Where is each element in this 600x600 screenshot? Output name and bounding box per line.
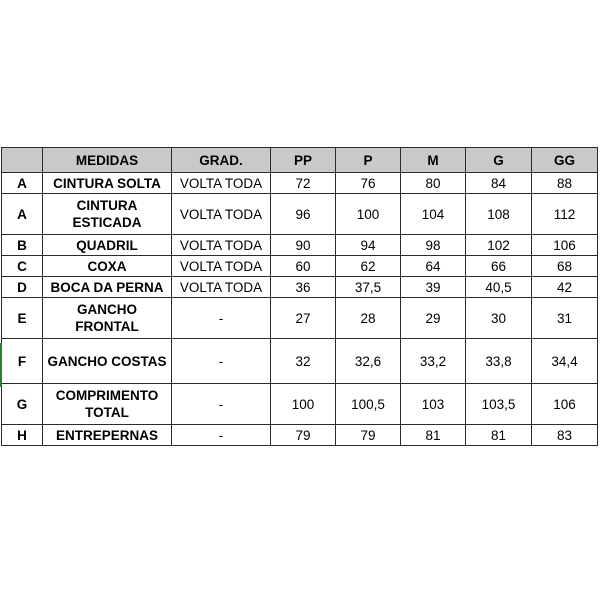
row-value-cell: 33,8	[466, 339, 532, 384]
row-value-cell: 106	[532, 384, 598, 425]
row-value-cell: 27	[271, 298, 336, 339]
row-value-cell: 102	[466, 235, 532, 256]
row-value-cell: 103	[401, 384, 466, 425]
header-cell-letter	[2, 148, 43, 173]
row-grad-cell: VOLTA TODA	[172, 235, 271, 256]
row-letter-cell: C	[2, 256, 43, 277]
row-value-cell: 60	[271, 256, 336, 277]
row-grad-cell: VOLTA TODA	[172, 194, 271, 235]
row-name-cell: COMPRIMENTO TOTAL	[43, 384, 172, 425]
row-value-cell: 108	[466, 194, 532, 235]
row-value-cell: 79	[271, 425, 336, 446]
row-grad-cell: -	[172, 425, 271, 446]
table-row	[2, 425, 598, 446]
row-value-cell: 88	[532, 173, 598, 194]
row-letter-cell: A	[2, 194, 43, 235]
header-cell-gg: GG	[532, 148, 598, 173]
row-grad-cell: VOLTA TODA	[172, 256, 271, 277]
row-value-cell: 83	[532, 425, 598, 446]
table-row	[2, 256, 598, 277]
row-grad-cell: VOLTA TODA	[172, 277, 271, 298]
row-value-cell: 30	[466, 298, 532, 339]
header-cell-m: M	[401, 148, 466, 173]
row-name-cell: ENTREPERNAS	[43, 425, 172, 446]
table-row	[2, 235, 598, 256]
table-row	[2, 194, 598, 235]
row-name-cell: CINTURA SOLTA	[43, 173, 172, 194]
table-row	[2, 384, 598, 425]
row-value-cell: 90	[271, 235, 336, 256]
header-cell-grad: GRAD.	[172, 148, 271, 173]
row-grad-cell: -	[172, 339, 271, 384]
table-body	[2, 173, 598, 446]
row-value-cell: 29	[401, 298, 466, 339]
row-value-cell: 40,5	[466, 277, 532, 298]
row-value-cell: 100,5	[336, 384, 401, 425]
row-value-cell: 37,5	[336, 277, 401, 298]
row-grad-cell: -	[172, 298, 271, 339]
row-value-cell: 98	[401, 235, 466, 256]
row-value-cell: 28	[336, 298, 401, 339]
table-row	[2, 277, 598, 298]
row-value-cell: 31	[532, 298, 598, 339]
row-name-cell: COXA	[43, 256, 172, 277]
measurements-table	[1, 147, 598, 446]
row-value-cell: 106	[532, 235, 598, 256]
row-value-cell: 100	[336, 194, 401, 235]
row-value-cell: 80	[401, 173, 466, 194]
row-grad-cell: VOLTA TODA	[172, 173, 271, 194]
row-name-cell: BOCA DA PERNA	[43, 277, 172, 298]
row-letter-cell: F	[2, 339, 43, 384]
row-value-cell: 76	[336, 173, 401, 194]
row-letter-cell: E	[2, 298, 43, 339]
row-value-cell: 79	[336, 425, 401, 446]
row-letter-cell: G	[2, 384, 43, 425]
row-value-cell: 66	[466, 256, 532, 277]
row-value-cell: 62	[336, 256, 401, 277]
row-letter-cell: H	[2, 425, 43, 446]
row-value-cell: 100	[271, 384, 336, 425]
row-name-cell: GANCHO COSTAS	[43, 339, 172, 384]
row-value-cell: 96	[271, 194, 336, 235]
row-value-cell: 103,5	[466, 384, 532, 425]
header-cell-p: P	[336, 148, 401, 173]
row-name-cell: GANCHO FRONTAL	[43, 298, 172, 339]
row-value-cell: 64	[401, 256, 466, 277]
row-value-cell: 81	[466, 425, 532, 446]
row-letter-cell: B	[2, 235, 43, 256]
table-row	[2, 298, 598, 339]
table-row	[2, 339, 598, 384]
row-value-cell: 68	[532, 256, 598, 277]
row-name-cell: QUADRIL	[43, 235, 172, 256]
row-value-cell: 32	[271, 339, 336, 384]
row-name-cell: CINTURA ESTICADA	[43, 194, 172, 235]
row-letter-cell: D	[2, 277, 43, 298]
left-edge-accent	[0, 343, 2, 387]
row-grad-cell: -	[172, 384, 271, 425]
row-value-cell: 32,6	[336, 339, 401, 384]
table-row	[2, 173, 598, 194]
header-row	[2, 148, 598, 173]
row-value-cell: 36	[271, 277, 336, 298]
row-value-cell: 42	[532, 277, 598, 298]
row-value-cell: 81	[401, 425, 466, 446]
row-value-cell: 94	[336, 235, 401, 256]
row-value-cell: 34,4	[532, 339, 598, 384]
row-value-cell: 104	[401, 194, 466, 235]
row-value-cell: 84	[466, 173, 532, 194]
row-value-cell: 33,2	[401, 339, 466, 384]
header-cell-medidas: MEDIDAS	[43, 148, 172, 173]
row-value-cell: 112	[532, 194, 598, 235]
header-cell-pp: PP	[271, 148, 336, 173]
row-value-cell: 39	[401, 277, 466, 298]
row-value-cell: 72	[271, 173, 336, 194]
row-letter-cell: A	[2, 173, 43, 194]
header-cell-g: G	[466, 148, 532, 173]
